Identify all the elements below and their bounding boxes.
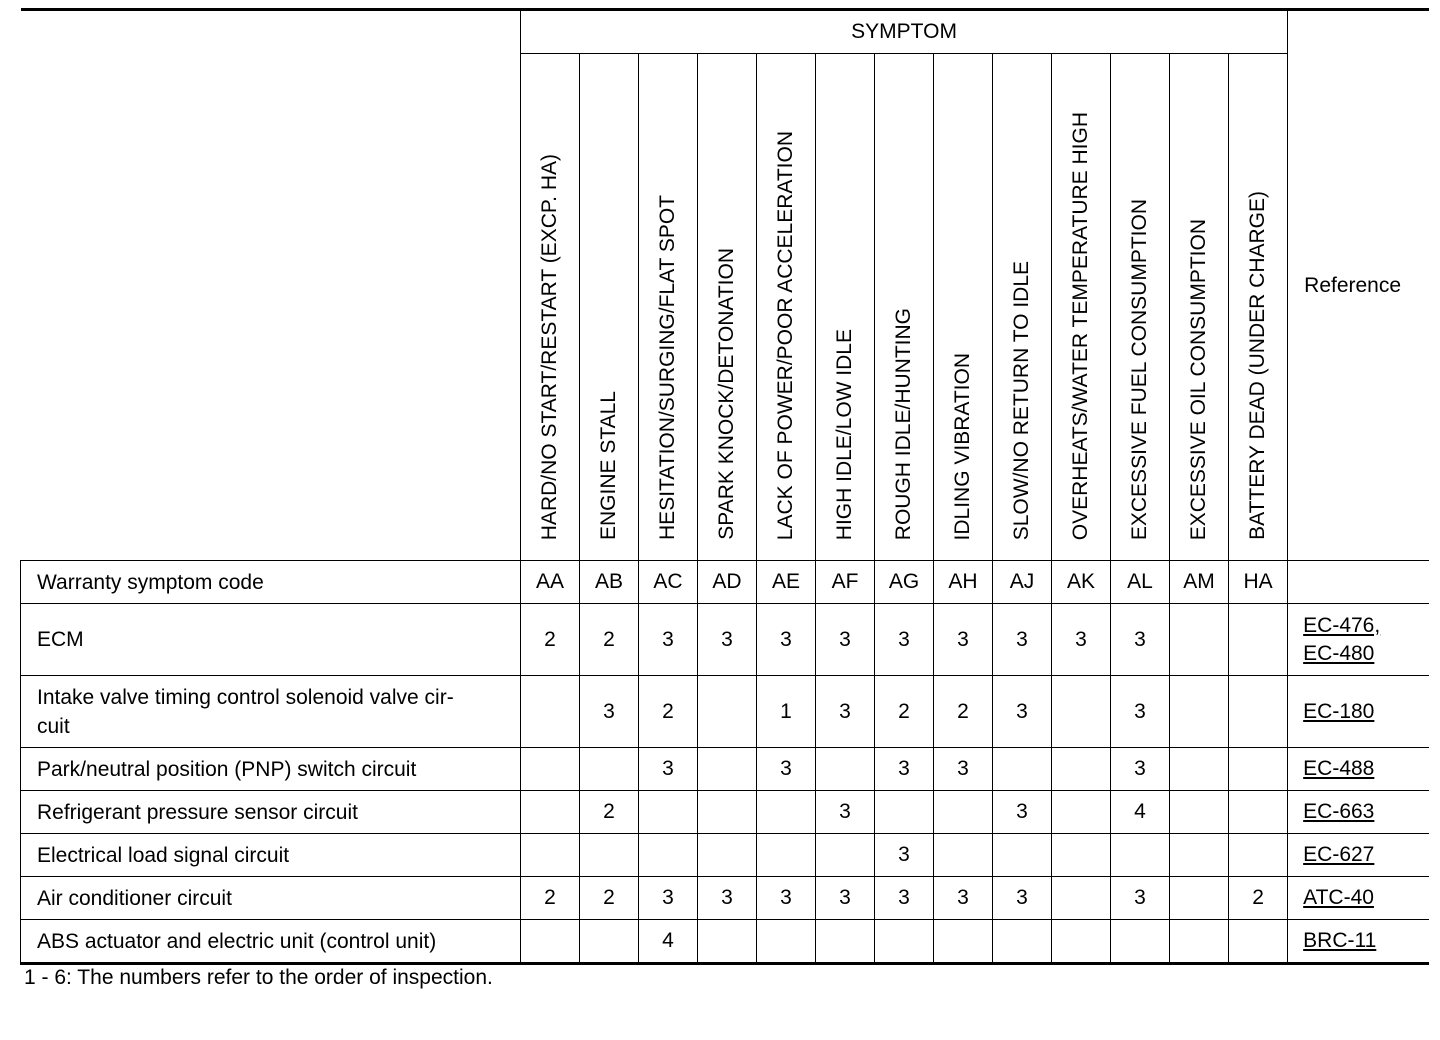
table-row — [21, 748, 1429, 791]
inspection-order-cell: 3 — [993, 791, 1052, 834]
reference-cell — [1288, 676, 1429, 748]
warranty-code: AD — [698, 561, 757, 604]
warranty-code: AL — [1111, 561, 1170, 604]
inspection-item — [21, 676, 521, 748]
inspection-order-cell: 3 — [1111, 604, 1170, 676]
warranty-code-label: Warranty symptom code — [21, 561, 521, 604]
reference-cell — [1288, 834, 1429, 877]
warranty-code: AK — [1052, 561, 1111, 604]
table-row — [21, 791, 1429, 834]
reference-cell — [1288, 920, 1429, 964]
symptom-column-header — [934, 54, 993, 561]
reference-cell — [1288, 604, 1429, 676]
inspection-order-cell: 3 — [1111, 676, 1170, 748]
inspection-order-cell — [1229, 676, 1288, 748]
reference-link[interactable]: EC-627 — [1303, 843, 1375, 866]
table-row — [21, 676, 1429, 748]
inspection-order-cell: 4 — [1111, 791, 1170, 834]
symptom-matrix-sheet — [20, 8, 1429, 965]
inspection-order-cell: 4 — [639, 920, 698, 964]
symptom-column-header — [993, 54, 1052, 561]
inspection-order-cell — [993, 834, 1052, 877]
inspection-item-text: Electrical load signal circuit — [37, 843, 290, 867]
reference-cell — [1288, 791, 1429, 834]
inspection-item-text: ECM — [37, 628, 84, 651]
symptom-name: EXCESSIVE FUEL CONSUMPTION — [1128, 198, 1151, 540]
symptom-column-header — [757, 54, 816, 561]
inspection-order-cell: 3 — [698, 877, 757, 920]
inspection-item — [21, 920, 521, 964]
inspection-order-cell — [1170, 791, 1229, 834]
inspection-item-text: cuit — [37, 714, 70, 738]
inspection-order-cell: 2 — [934, 676, 993, 748]
inspection-order-cell: 3 — [757, 604, 816, 676]
inspection-order-cell: 3 — [816, 791, 875, 834]
inspection-item — [21, 877, 521, 920]
table-row — [21, 877, 1429, 920]
inspection-order-cell — [1229, 791, 1288, 834]
inspection-order-cell: 3 — [816, 604, 875, 676]
inspection-order-cell — [1111, 834, 1170, 877]
inspection-order-cell: 2 — [639, 676, 698, 748]
symptom-name: ENGINE STALL — [597, 391, 620, 540]
inspection-order-cell — [698, 920, 757, 964]
reference-link[interactable]: EC-488 — [1303, 757, 1375, 780]
reference-link[interactable]: BRC-11 — [1303, 929, 1377, 952]
symptom-column-header — [639, 54, 698, 561]
symptom-name: SLOW/NO RETURN TO IDLE — [1010, 260, 1033, 540]
footnote: 1 - 6: The numbers refer to the order of inspection. — [24, 966, 493, 989]
inspection-order-cell: 3 — [993, 877, 1052, 920]
inspection-order-cell: 3 — [1111, 748, 1170, 791]
inspection-order-cell: 3 — [757, 877, 816, 920]
symptom-column-header — [1170, 54, 1229, 561]
inspection-order-cell: 3 — [875, 834, 934, 877]
inspection-order-cell: 2 — [580, 604, 639, 676]
symptom-column-header — [698, 54, 757, 561]
inspection-order-cell — [1170, 877, 1229, 920]
inspection-order-cell — [580, 748, 639, 791]
matrix-body — [21, 604, 1429, 964]
inspection-order-cell — [1111, 920, 1170, 964]
inspection-order-cell — [993, 748, 1052, 791]
inspection-order-cell: 3 — [816, 877, 875, 920]
inspection-order-cell: 3 — [639, 604, 698, 676]
inspection-order-cell: 2 — [521, 877, 580, 920]
warranty-code: AH — [934, 561, 993, 604]
inspection-order-cell — [1170, 676, 1229, 748]
symptom-name: IDLING VIBRATION — [951, 352, 974, 540]
warranty-code: AJ — [993, 561, 1052, 604]
symptom-title: SYMPTOM — [521, 10, 1288, 54]
warranty-code: AB — [580, 561, 639, 604]
warranty-code: AM — [1170, 561, 1229, 604]
inspection-order-cell — [1052, 834, 1111, 877]
inspection-order-cell — [816, 748, 875, 791]
inspection-order-cell: 3 — [1111, 877, 1170, 920]
inspection-order-cell — [934, 791, 993, 834]
inspection-order-cell — [698, 748, 757, 791]
symptom-name: BATTERY DEAD (UNDER CHARGE) — [1246, 191, 1270, 540]
warranty-code: AC — [639, 561, 698, 604]
inspection-order-cell: 3 — [875, 748, 934, 791]
inspection-order-cell — [580, 920, 639, 964]
inspection-order-cell — [993, 920, 1052, 964]
corner-cell — [21, 10, 521, 561]
inspection-order-cell — [1229, 604, 1288, 676]
warranty-code: HA — [1229, 561, 1288, 604]
inspection-item — [21, 791, 521, 834]
inspection-order-cell — [1170, 920, 1229, 964]
inspection-order-cell: 3 — [639, 748, 698, 791]
inspection-order-cell: 3 — [639, 877, 698, 920]
reference-link[interactable]: ATC-40 — [1303, 886, 1374, 909]
warranty-code: AG — [875, 561, 934, 604]
symptom-column-header — [816, 54, 875, 561]
symptom-name: OVERHEATS/WATER TEMPERATURE HIGH — [1069, 111, 1092, 540]
inspection-order-cell — [816, 834, 875, 877]
inspection-order-cell — [1052, 920, 1111, 964]
symptom-name: SPARK KNOCK/DETONATION — [715, 248, 738, 540]
inspection-item-text: ABS actuator and electric unit (control unit) — [37, 929, 437, 953]
inspection-order-cell: 3 — [993, 676, 1052, 748]
inspection-order-cell — [1229, 834, 1288, 877]
table-row — [21, 604, 1429, 676]
inspection-order-cell — [1229, 920, 1288, 964]
symptom-name: LACK OF POWER/POOR ACCELERATION — [774, 130, 797, 540]
inspection-order-cell — [757, 791, 816, 834]
symptom-column-header — [521, 54, 580, 561]
inspection-order-cell — [698, 834, 757, 877]
inspection-order-cell — [1052, 791, 1111, 834]
inspection-order-cell — [1170, 834, 1229, 877]
inspection-order-cell: 3 — [757, 748, 816, 791]
inspection-order-cell: 3 — [993, 604, 1052, 676]
inspection-order-cell — [1052, 748, 1111, 791]
symptom-matrix-table — [20, 8, 1429, 965]
inspection-order-cell — [521, 676, 580, 748]
inspection-order-cell — [757, 834, 816, 877]
inspection-order-cell: 3 — [580, 676, 639, 748]
inspection-order-cell: 3 — [934, 748, 993, 791]
reference-header: Reference — [1288, 10, 1429, 561]
inspection-order-cell — [1052, 877, 1111, 920]
inspection-item — [21, 604, 521, 676]
inspection-item — [21, 748, 521, 791]
warranty-code-row — [21, 561, 1429, 604]
inspection-order-cell: 3 — [934, 604, 993, 676]
symptom-name: ROUGH IDLE/HUNTING — [892, 307, 915, 540]
inspection-order-cell — [639, 834, 698, 877]
reference-link[interactable]: EC-663 — [1303, 800, 1375, 823]
inspection-order-cell: 3 — [816, 676, 875, 748]
inspection-order-cell — [1229, 748, 1288, 791]
inspection-order-cell — [698, 791, 757, 834]
inspection-item — [21, 834, 521, 877]
inspection-order-cell: 2 — [875, 676, 934, 748]
symptom-column-header — [1052, 54, 1111, 561]
inspection-order-cell — [1052, 676, 1111, 748]
inspection-order-cell — [698, 676, 757, 748]
symptom-column-header — [1229, 54, 1288, 561]
reference-link[interactable]: EC-180 — [1303, 699, 1375, 723]
warranty-code: AA — [521, 561, 580, 604]
reference-link[interactable]: EC-476, — [1303, 613, 1381, 637]
inspection-item-text: Intake valve timing control solenoid valve cir- — [37, 685, 454, 709]
inspection-order-cell: 2 — [521, 604, 580, 676]
inspection-order-cell: 3 — [698, 604, 757, 676]
inspection-order-cell — [521, 834, 580, 877]
reference-cell — [1288, 748, 1429, 791]
inspection-order-cell — [875, 791, 934, 834]
inspection-order-cell — [816, 920, 875, 964]
inspection-order-cell: 3 — [934, 877, 993, 920]
inspection-order-cell: 2 — [580, 877, 639, 920]
table-row — [21, 834, 1429, 877]
inspection-order-cell — [875, 920, 934, 964]
inspection-order-cell: 2 — [1229, 877, 1288, 920]
warranty-code: AE — [757, 561, 816, 604]
inspection-order-cell — [934, 920, 993, 964]
inspection-order-cell — [639, 791, 698, 834]
inspection-order-cell — [580, 834, 639, 877]
inspection-order-cell — [521, 791, 580, 834]
symptom-column-header — [875, 54, 934, 561]
reference-cell — [1288, 877, 1429, 920]
symptom-name: EXCESSIVE OIL CONSUMPTION — [1187, 218, 1210, 540]
reference-link[interactable]: EC-480 — [1303, 641, 1375, 665]
inspection-order-cell: 3 — [875, 604, 934, 676]
inspection-order-cell — [757, 920, 816, 964]
inspection-order-cell: 3 — [875, 877, 934, 920]
symptom-name: HESITATION/SURGING/FLAT SPOT — [656, 195, 679, 540]
table-row — [21, 920, 1429, 964]
inspection-order-cell — [934, 834, 993, 877]
inspection-order-cell — [1170, 748, 1229, 791]
warranty-code: AF — [816, 561, 875, 604]
inspection-item-text: Air conditioner circuit — [37, 886, 232, 910]
inspection-item-text: Refrigerant pressure sensor circuit — [37, 800, 358, 824]
inspection-order-cell — [521, 748, 580, 791]
inspection-order-cell: 2 — [580, 791, 639, 834]
symptom-column-header — [1111, 54, 1170, 561]
warranty-code-reference-empty — [1288, 561, 1429, 604]
inspection-item-text: Park/neutral position (PNP) switch circuit — [37, 757, 417, 781]
inspection-order-cell: 3 — [1052, 604, 1111, 676]
symptom-name: HARD/NO START/RESTART (EXCP. HA) — [538, 153, 561, 540]
inspection-order-cell — [1170, 604, 1229, 676]
symptom-column-header — [580, 54, 639, 561]
symptom-name: HIGH IDLE/LOW IDLE — [833, 328, 856, 540]
inspection-order-cell — [521, 920, 580, 964]
inspection-order-cell: 1 — [757, 676, 816, 748]
